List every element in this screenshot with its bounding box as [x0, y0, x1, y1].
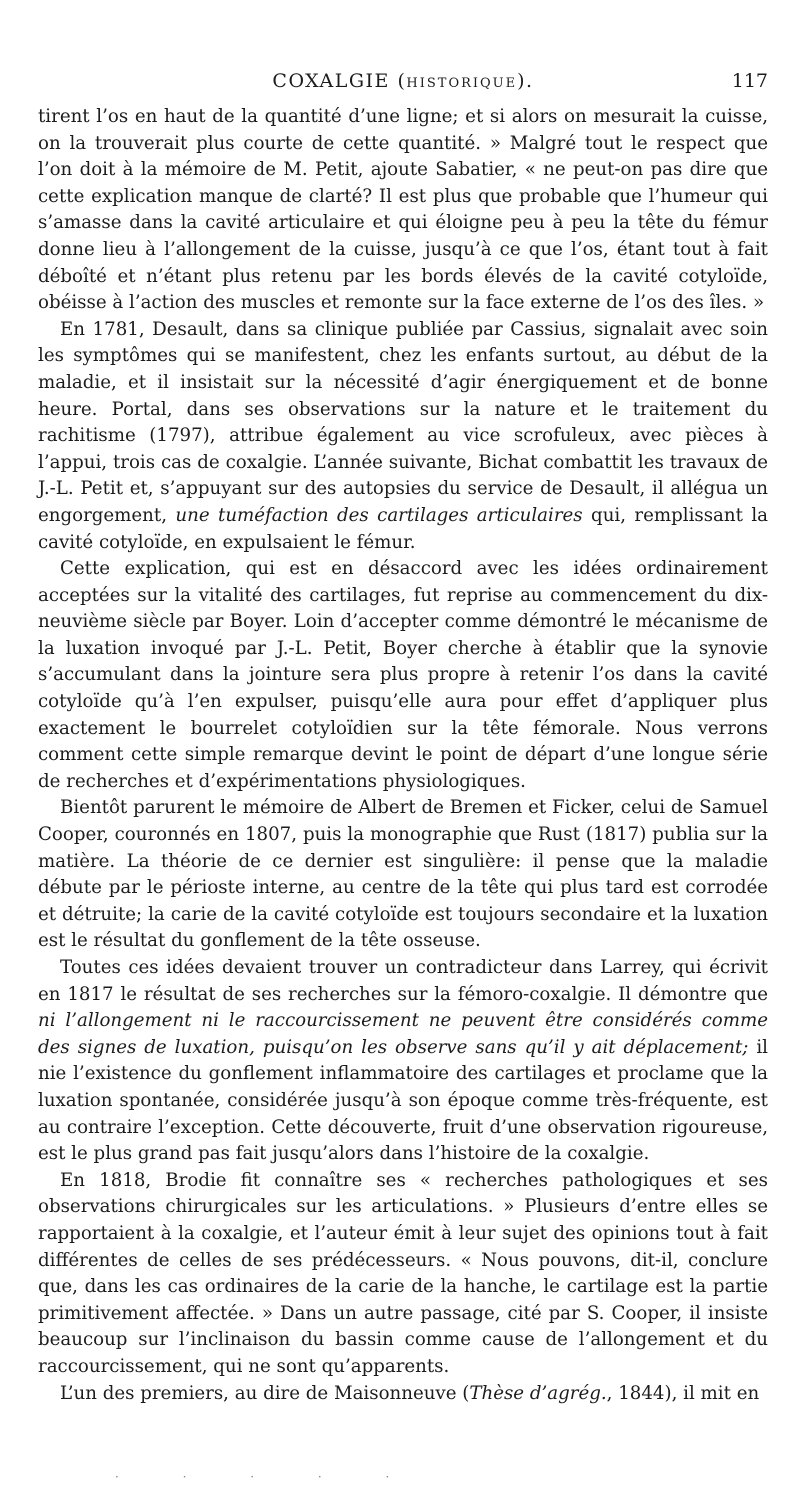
- italic-text: ni l’allongement ni le raccourcissement ne peuvent être considérés comme des signes de luxation, puisqu’on les observe sans qu’il y ait déplacement;: [38, 1010, 768, 1058]
- paragraph: [38, 955, 768, 1168]
- paragraph: [38, 795, 768, 955]
- text-segment: L’un des premiers, au dire de Maisonneuve (: [60, 1382, 470, 1404]
- title-main: COXALGIE: [272, 70, 390, 92]
- paragraph: [38, 1168, 768, 1381]
- title-paren-open: (: [389, 70, 407, 92]
- paragraph: [38, 1381, 768, 1408]
- text-segment: En 1818, Brodie fit connaître ses « recherches pathologiques et ses observations chirurgicales sur les articulations. » Plusieurs d’entre elles se rapportaient à la coxalgie, et l’auteur émit à leur sujet des opinions tout à fait différentes de celles de ses prédécesseurs. « Nous pouvons, dit-il, conclure que, dans les cas ordinaires de la carie de la hanche, le cartilage est la partie primitivement affectée. » Dans un autre passage, cité par S. Cooper, il insiste beaucoup sur l’inclinaison du bassin comme cause de l’allongement et du raccourcissement, qui ne sont qu’apparents.: [38, 1169, 768, 1377]
- text-segment: Toutes ces idées devaient trouver un contradicteur dans Larrey, qui écrivit en 1817 le résultat de ses recherches sur la fémoro-coxalgie. Il démontre que: [38, 957, 768, 1005]
- running-header: [38, 70, 768, 100]
- text-segment: Bientôt parurent le mémoire de Albert de Bremen et Ficker, celui de Samuel Cooper, couronnés en 1807, puis la monographie que Rust (1817) publia sur la matière. La théorie de ce dernier est singulière: il pense que la maladie débute par le périoste interne, au centre de la tête qui plus tard est corrodée et détruite; la carie de la cavité cotyloïde est toujours secondaire et la luxation est le résultat du gonflement de la tête osseuse.: [38, 797, 768, 952]
- text-segment: tirent l’os en haut de la quantité d’une ligne; et si alors on mesurait la cuisse, on la trouverait plus courte de cette quantité. » Malgré tout le respect que l’on doit à la mémoire de M. Petit, ajoute Sabatier, « ne peut-on pas dire que cette explication manque de clarté? Il est plus que probable que l’humeur qui s’amasse dans la cavité articulaire et qui éloigne peu à peu la tête du fémur donne lieu à l’allongement de la cuisse, jusqu’à ce que l’os, étant tout à fait déboîté et n’étant plus retenu par les bords élevés de la cavité cotyloïde, obéisse à l’action des muscles et remonte sur la face externe de l’os des îles. »: [38, 106, 768, 314]
- text-segment: , 1844), il mit en: [606, 1382, 760, 1404]
- italic-text: Thèse d’agrég.: [469, 1382, 607, 1404]
- page-number: 117: [731, 70, 768, 92]
- text-segment: Cette explication, qui est en désaccord avec les idées ordinairement acceptées sur la vitalité des cartilages, fut reprise au commencement du dix-neuvième siècle par Boyer. Loin d’accepter comme démontré le mécanisme de la luxation invoqué par J.-L. Petit, Boyer cherche à établir que la synovie s’accumulant dans la jointure sera plus propre à retenir l’os dans la cavité cotyloïde qu’à l’en expulser, puisqu’elle aura pour effet d’appliquer plus exactement le bourrelet cotyloïdien sur la tête fémorale. Nous verrons comment cette simple remarque devint le point de départ d’une longue série de recherches et d’expérimentations physiologiques.: [38, 558, 768, 792]
- text-segment: qui, remplissant la cavité cotyloïde, en expulsaient le fémur.: [38, 504, 768, 553]
- running-title: [272, 70, 533, 92]
- paragraph: [38, 104, 768, 317]
- text-segment: En 1781, Desault, dans sa clinique publiée par Cassius, signalait avec soin les symptômes qui se manifestent, chez les enfants surtout, au début de la maladie, et il insistait sur la nécessité d’agir énergiquement et de bonne heure. Portal, dans ses observations sur la nature et le traitement du rachitisme (1797), attribue également au vice scrofuleux, avec pièces à l’appui, trois cas de coxalgie. L’année suivante, Bichat combattit les travaux de J.-L. Petit et, s’appuyant sur des autopsies du service de Desault, il allégua un engorgement,: [38, 318, 768, 526]
- italic-text: une tuméfaction des cartilages articulaires: [175, 504, 583, 526]
- decorative-dots: · · · · ·: [115, 1470, 420, 1484]
- paragraph: [38, 317, 768, 556]
- document-page: [38, 70, 768, 1407]
- text-segment: il nie l’existence du gonflement inflammatoire des cartilages et proclame que la luxation spontanée, considérée jusqu’à son époque comme très-fréquente, est au contraire l’exception. Cette découverte, fruit d’une observation rigoureuse, est le plus grand pas fait jusqu’alors dans l’histoire de la coxalgie.: [38, 1036, 768, 1165]
- paragraph: [38, 556, 768, 795]
- body-text: [38, 104, 768, 1407]
- title-small-caps: HISTORIQUE: [406, 76, 518, 91]
- title-paren-close: ).: [517, 70, 534, 92]
